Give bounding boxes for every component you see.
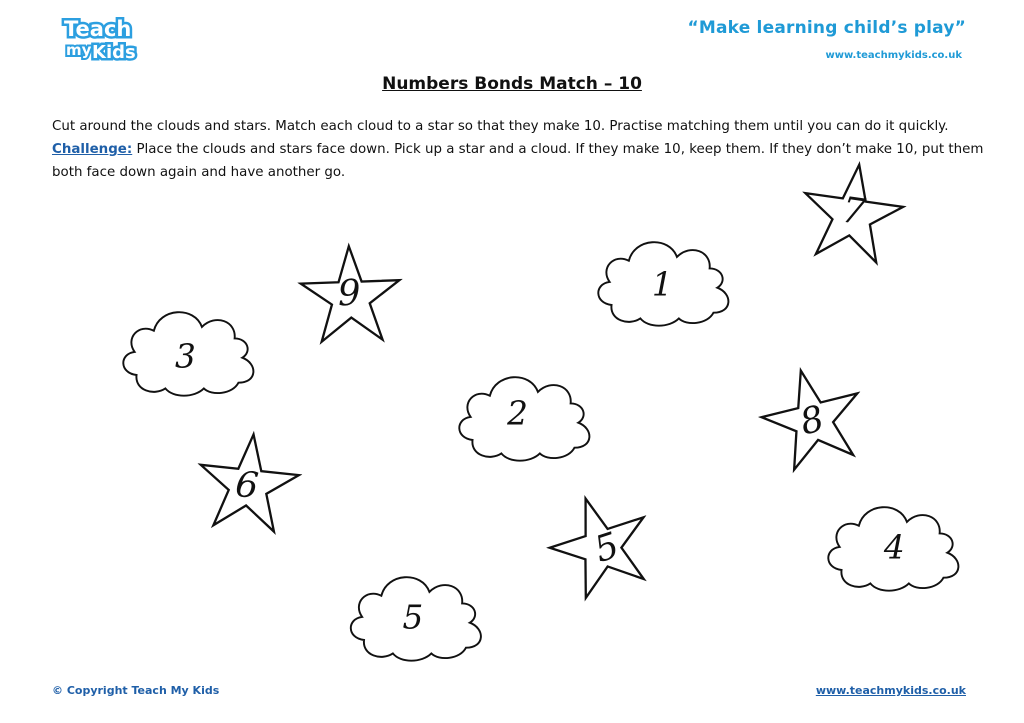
challenge-label: Challenge: xyxy=(52,142,133,157)
star-card[interactable] xyxy=(749,354,876,481)
cloud-card[interactable] xyxy=(446,365,601,465)
star-number: 8 xyxy=(796,398,829,444)
cloud-card[interactable] xyxy=(110,300,265,400)
page-title: Numbers Bonds Match – 10 xyxy=(382,74,642,94)
copyright-notice: © Copyright Teach My Kids xyxy=(52,684,220,697)
footer-website-link[interactable]: www.teachmykids.co.uk xyxy=(815,684,966,697)
tagline: “Make learning child’s play” xyxy=(687,18,966,38)
header-website: www.teachmykids.co.uk xyxy=(825,50,962,61)
cloud-number: 4 xyxy=(883,528,905,567)
cloud-number: 2 xyxy=(507,394,528,433)
cloud-number: 5 xyxy=(402,598,424,637)
logo-text-kids: Kids xyxy=(92,42,136,63)
star-number: 5 xyxy=(589,524,625,571)
logo-text-teach: Teach xyxy=(64,17,132,41)
star-card[interactable] xyxy=(534,478,666,610)
cloud-number: 1 xyxy=(651,265,673,304)
star-card[interactable] xyxy=(296,240,405,349)
star-card[interactable] xyxy=(191,425,306,540)
instructions-line: Cut around the clouds and stars. Match each cloud to a star so that they make 10. Practise matching them until you can do it quickly. xyxy=(52,119,949,134)
logo-text-my: my xyxy=(66,41,92,59)
teach-my-kids-logo xyxy=(58,14,144,74)
cloud-card[interactable] xyxy=(340,565,490,665)
challenge-text: Place the clouds and stars face down. Pick up a star and a cloud. If they make 10, keep them. If they don’t make 10, put them both face down again and have another go. xyxy=(52,142,984,180)
star-number: 7 xyxy=(839,189,868,234)
star-card[interactable] xyxy=(793,153,912,272)
star-number: 6 xyxy=(233,463,261,508)
cloud-card[interactable] xyxy=(815,495,970,595)
cloud-card[interactable] xyxy=(585,230,740,330)
cloud-number: 3 xyxy=(175,337,196,376)
star-number: 9 xyxy=(337,272,362,315)
